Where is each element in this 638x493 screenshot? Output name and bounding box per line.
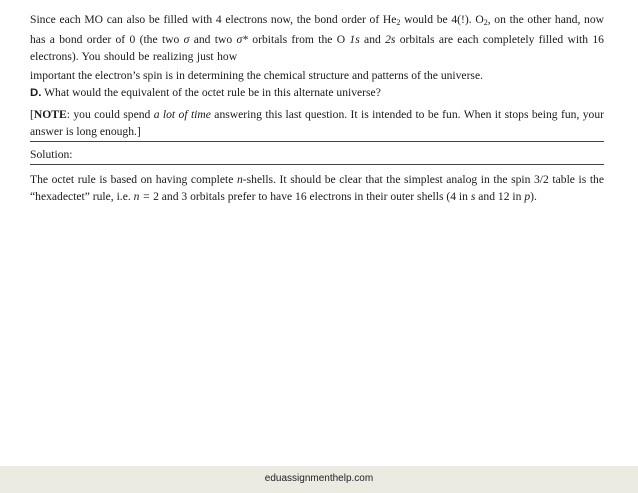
paragraph-spin-importance <box>30 67 604 102</box>
text: orbitals are each completely filled with 16 electrons). You should be realizing just how <box>30 33 604 64</box>
text: -shells. It should be clear that the simplest analog in the spin 3/2 table is the “hexadectet” rule, i.e. <box>30 172 604 203</box>
text: , on the other hand, now has a bond order of 0 (the two <box>30 13 604 47</box>
note-label: NOTE <box>33 108 67 122</box>
orbital-2s: 2s <box>385 33 396 47</box>
text: would be 4(!). O <box>400 13 484 26</box>
subscript: 2 <box>483 18 488 27</box>
solution-heading <box>30 146 604 163</box>
orbital-p: p <box>524 189 531 203</box>
text: ). <box>530 189 537 203</box>
solution-paragraph <box>30 171 604 205</box>
text: orbitals from the O <box>247 33 350 47</box>
text: and two <box>189 33 237 47</box>
text: 2 and 3 orbitals prefer to have 16 electrons in their outer shells (4 in <box>153 189 471 203</box>
variable-n: n <box>237 172 243 186</box>
bracket: [ <box>30 108 34 122</box>
solution-label: Solution: <box>30 148 73 162</box>
sigma-symbol: σ <box>183 33 190 47</box>
sigma-star-symbol: σ* <box>236 33 248 47</box>
note-paragraph <box>30 106 604 140</box>
question-label: D. <box>30 86 42 99</box>
document-body <box>30 11 604 205</box>
equation: n = <box>133 189 154 203</box>
footer-bar <box>0 466 638 493</box>
emphasis-text: a lot of time <box>153 108 211 122</box>
footer-site-link[interactable]: eduassignmenthelp.com <box>264 473 374 484</box>
text: : you could spend <box>66 108 154 122</box>
paragraph-bond-order <box>30 11 604 66</box>
text: The octet rule is based on having complete <box>30 172 237 186</box>
text: Since each MO can also be filled with 4 electrons now, the bond order of He <box>30 13 397 26</box>
text: important the electron’s spin is in determining the chemical structure and patterns of the universe. <box>30 68 483 82</box>
text: and <box>359 33 386 47</box>
question-text: What would the equivalent of the octet rule be in this alternate universe? <box>41 85 381 99</box>
divider <box>30 141 604 142</box>
divider <box>30 164 604 165</box>
text: answering this last question. It is intended to be fun. When it stops being fun, your answer is long enough.] <box>30 108 604 139</box>
orbital-s: s <box>470 189 476 203</box>
orbital-1s: 1s <box>349 33 360 47</box>
text: and 12 in <box>475 189 525 203</box>
subscript: 2 <box>396 18 401 27</box>
